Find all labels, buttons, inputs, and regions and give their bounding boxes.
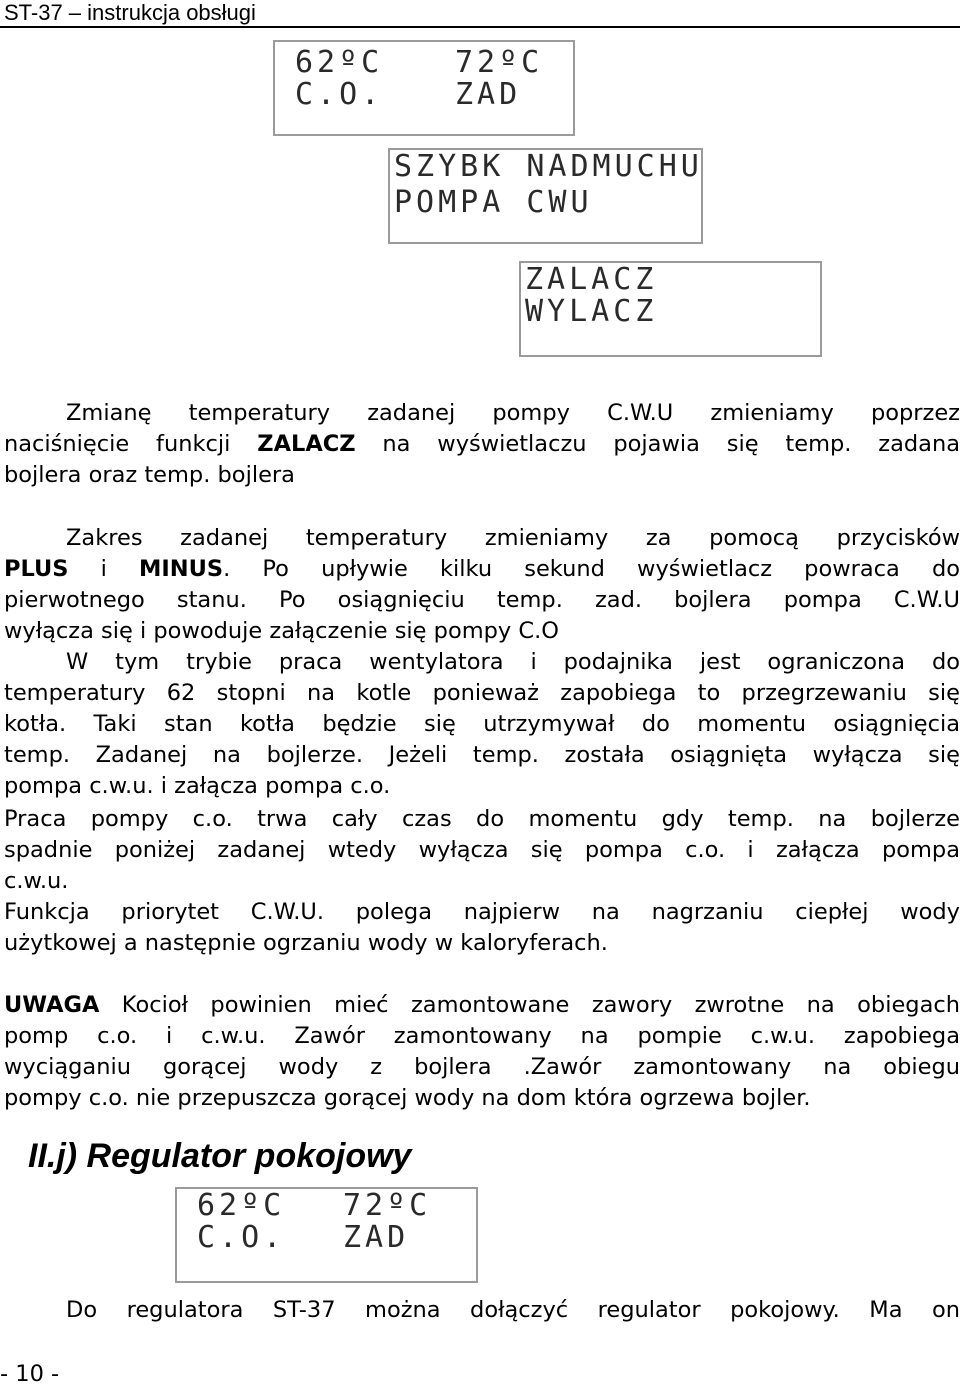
lcd-display-main — [273, 40, 575, 136]
lcd-mode-co: C.O. — [197, 1220, 286, 1255]
header-rule — [0, 26, 960, 28]
keyword-zalacz: ZALACZ — [257, 431, 356, 457]
lcd-mode-co: C.O. — [295, 77, 384, 112]
paragraph-4-line-2: spadnie poniżej zadanej wtedy wyłącza się pompa c.o. i załącza pompa — [4, 837, 960, 863]
paragraph-2-line-1: Zakres zadanej temperatury zmieniamy za pomocą przycisków — [66, 525, 960, 551]
paragraph-2-line-4: wyłącza się i powoduje załączenie się pompy C.O — [4, 618, 559, 644]
paragraph-1-line-1: Zmianę temperatury zadanej pompy C.W.U zmieniamy poprzez — [66, 400, 960, 426]
warning-label: UWAGA — [4, 992, 100, 1018]
text: Kocioł powinien mieć zamontowane zawory zwrotne na obiegach — [99, 992, 960, 1018]
lcd-temp-set: 72ºC — [343, 1188, 432, 1223]
paragraph-5-line-2: użytkowej a następnie ogrzaniu wody w kaloryferach. — [4, 930, 608, 956]
paragraph-4-line-3: c.w.u. — [4, 868, 69, 894]
lcd-temp-current: 62ºC — [295, 45, 384, 80]
text: i — [68, 556, 140, 582]
paragraph-2-line-3: pierwotnego stanu. Po osiągnięciu temp. zad. bojlera pompa C.W.U — [4, 587, 960, 613]
paragraph-4-line-1: Praca pompy c.o. trwa cały czas do momentu gdy temp. na bojlerze — [4, 806, 960, 832]
warning-line-3: wyciąganiu gorącej wody z bojlera .Zawór zamontowany na obiegu — [4, 1054, 960, 1080]
lcd-menu-line1: SZYBK NADMUCHU — [394, 149, 703, 184]
paragraph-2-line-2 — [4, 554, 960, 585]
paragraph-3-line-4: temp. Zadanej na bojlerze. Jeżeli temp. została osiągnięta wyłącza się — [4, 742, 960, 768]
lcd-toggle-off: WYLACZ — [525, 294, 658, 329]
lcd-toggle-on: ZALACZ — [525, 262, 658, 297]
lcd-mode-zad: ZAD — [455, 77, 522, 112]
lcd-menu-line2: POMPA CWU — [394, 185, 593, 220]
page-number: - 10 - — [0, 1361, 60, 1387]
lcd-display-menu — [388, 148, 703, 244]
text: na wyświetlaczu pojawia się temp. zadana — [355, 431, 960, 457]
document-header-title: ST-37 – instrukcja obsługi — [4, 0, 256, 25]
paragraph-1-line-2 — [4, 429, 960, 460]
lcd-temp-set: 72ºC — [455, 45, 544, 80]
text: . Po upływie kilku sekund wyświetlacz powraca do — [223, 556, 960, 582]
paragraph-6-line-1: Do regulatora ST-37 można dołączyć regulator pokojowy. Ma on — [66, 1297, 960, 1323]
lcd-display-toggle — [519, 261, 822, 357]
lcd-display-room — [175, 1187, 478, 1283]
text: naciśnięcie funkcji — [4, 431, 258, 457]
paragraph-3-line-3: kotła. Taki stan kotła będzie się utrzymywał do momentu osiągnięcia — [4, 711, 960, 737]
paragraph-3-line-1: W tym trybie praca wentylatora i podajnika jest ograniczona do — [66, 649, 960, 675]
warning-line-4: pompy c.o. nie przepuszcza gorącej wody na dom która ogrzewa bojler. — [4, 1085, 811, 1111]
paragraph-3-line-2: temperatury 62 stopni na kotle ponieważ zapobiega to przegrzewaniu się — [4, 680, 960, 706]
warning-line-2: pomp c.o. i c.w.u. Zawór zamontowany na pompie c.w.u. zapobiega — [4, 1023, 960, 1049]
keyword-minus: MINUS — [139, 556, 224, 582]
lcd-temp-current: 62ºC — [197, 1188, 286, 1223]
paragraph-5-line-1: Funkcja priorytet C.W.U. polega najpierw na nagrzaniu ciepłej wody — [4, 899, 960, 925]
keyword-plus: PLUS — [4, 556, 69, 582]
paragraph-1-line-3: bojlera oraz temp. bojlera — [4, 462, 295, 488]
section-title: II.j) Regulator pokojowy — [28, 1137, 412, 1175]
warning-line-1 — [4, 990, 960, 1021]
lcd-mode-zad: ZAD — [343, 1220, 410, 1255]
paragraph-3-line-5: pompa c.w.u. i załącza pompa c.o. — [4, 773, 391, 799]
